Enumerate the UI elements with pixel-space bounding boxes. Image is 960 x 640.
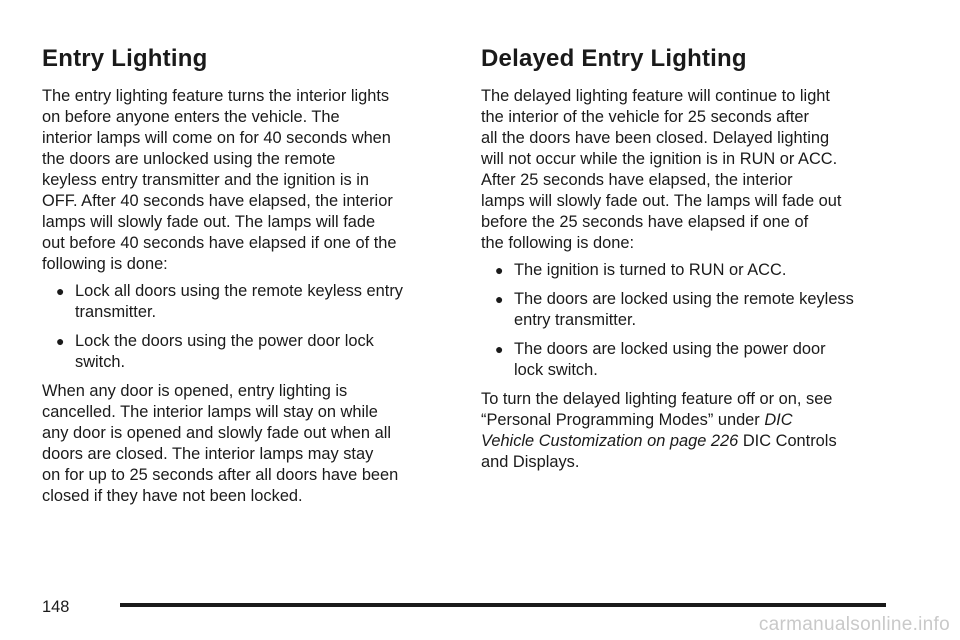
bullet-icon: ●	[56, 283, 65, 299]
footer-divider	[120, 603, 886, 607]
right-column	[481, 44, 893, 473]
delayed-entry-lighting-heading: Delayed Entry Lighting	[481, 45, 747, 72]
list-item: ● Lock all doors using the remote keyless entry transmitter.	[56, 282, 403, 321]
entry-lighting-heading: Entry Lighting	[42, 45, 208, 72]
bullet-icon: ●	[495, 341, 504, 357]
list-item: ● Lock the doors using the power door lock switch.	[56, 332, 374, 371]
list-item: ● The ignition is turned to RUN or ACC.	[495, 261, 787, 279]
bullet-icon: ●	[495, 262, 504, 278]
watermark: carmanualsonline.info	[758, 614, 950, 635]
delayed-lighting-intro: The delayed lighting feature will continue to light the interior of the vehicle for 25 seconds after all the doors have been closed. Delayed lighting will not occur while the ignition is in RUN or ACC. After 25 seconds have elapsed, the interior lamps will slowly fade out. The lamps will fade out before the 25 seconds have elapsed if one of the following is done:	[481, 87, 842, 252]
dic-vehicle-customization-link[interactable]: DIC Vehicle Customization on page 226	[481, 411, 793, 450]
entry-lighting-bullets	[42, 281, 447, 373]
list-item: ● The doors are locked using the remote keyless entry transmitter.	[495, 290, 854, 329]
entry-lighting-cancel-text: When any door is opened, entry lighting is cancelled. The interior lamps will stay on while any door is opened and slowly fade out when all doors are closed. The interior lamps may stay on for up to 25 seconds after all doors have been closed if they have not been locked.	[42, 382, 399, 505]
delayed-lighting-bullets	[481, 260, 893, 381]
bullet-icon: ●	[56, 333, 65, 349]
left-column	[42, 44, 447, 507]
page-number: 148	[42, 598, 70, 616]
bullet-icon: ●	[495, 291, 504, 307]
entry-lighting-intro: The entry lighting feature turns the interior lights on before anyone enters the vehicle. The interior lamps will come on for 40 seconds when the doors are unlocked using the remote keyless entry transmitter and the ignition is in OFF. After 40 seconds have elapsed, the interior lamps will slowly fade out. The lamps will fade out before 40 seconds have elapsed if one of the following is done:	[42, 87, 397, 273]
delayed-lighting-toggle-text: To turn the delayed lighting feature off or on, see “Personal Programming Modes” under DIC Vehicle Customization on page 226 DIC Controls and Displays.	[481, 390, 837, 471]
list-item: ● The doors are locked using the power door lock switch.	[495, 340, 826, 379]
